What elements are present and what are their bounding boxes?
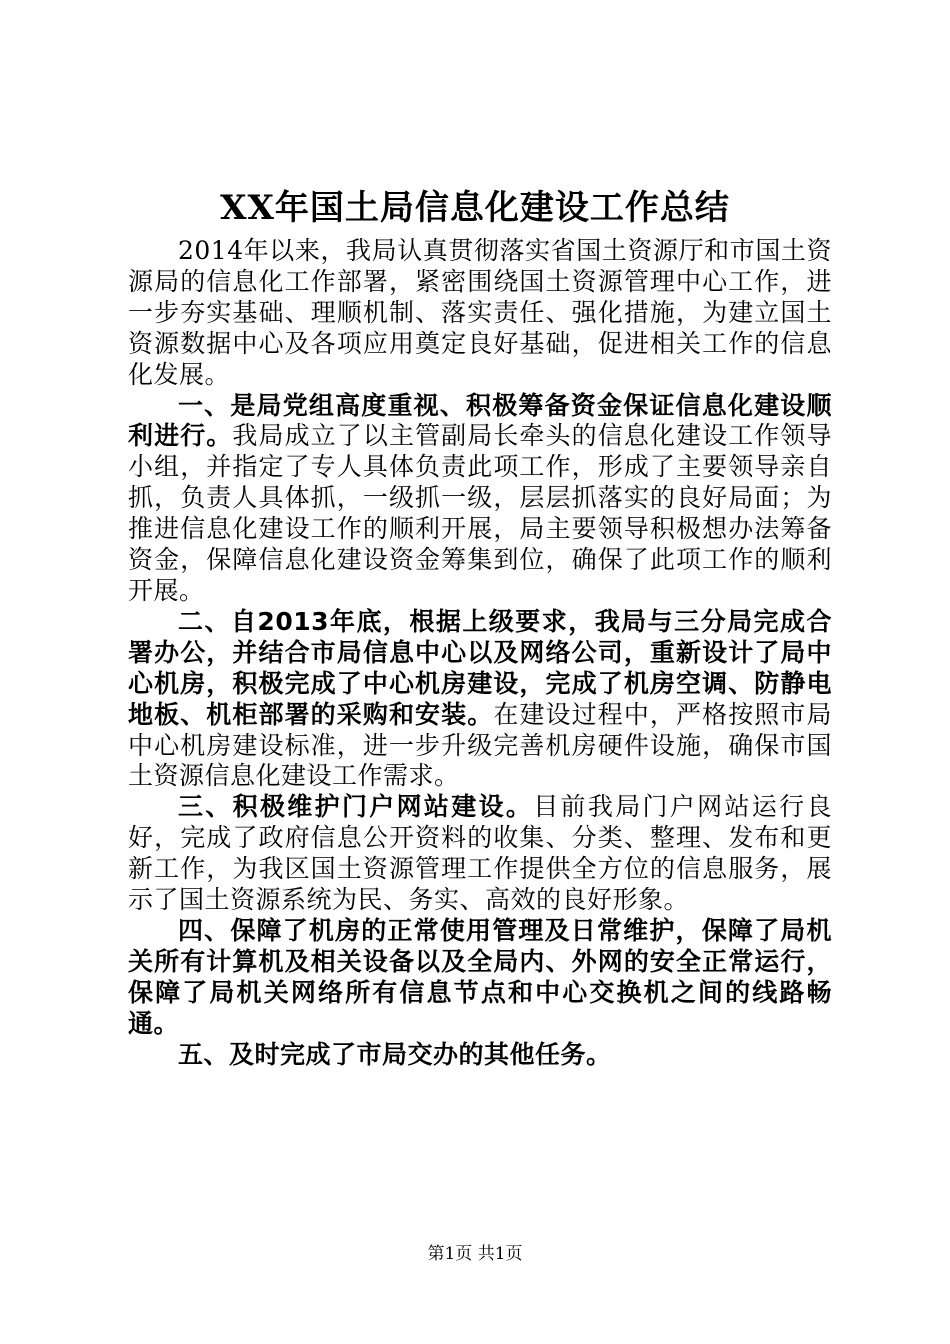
section-5-heading: 五、及时完成了市局交办的其他任务。 [178, 1039, 612, 1069]
section-1-text: 我局成立了以主管副局长牵头的信息化建设工作领导小组，并指定了专人具体负责此项工作，形成了主要领导亲自抓，负责人具体抓，一级抓一级，层层抓落实的良好局面；为推进信息化建设工作的顺利开展，局主要领导积极想办法筹备资金，保障信息化建设资金筹集到位，确保了此项工作的顺利开展。 [128, 421, 832, 605]
section-3-paragraph [128, 792, 832, 916]
section-1-heading: 一、是局党组高度重视、积极筹备资金保证信息化建设顺利进行。 [128, 390, 832, 451]
section-3-text: 目前我局门户网站运行良好，完成了政府信息公开资料的收集、分类、整理、发布和更新工作，为我区国土资源管理工作提供全方位的信息服务，展示了国土资源系统为民、务实、高效的良好形象。 [128, 792, 832, 915]
section-2-heading: 二、自2013年底，根据上级要求，我局与三分局完成合署办公，并结合市局信息中心以及网络公司，重新设计了局中心机房，积极完成了中心机房建设，完成了机房空调、防静电地板、机柜部署的采购和安装。 [128, 606, 832, 729]
section-2-paragraph [128, 607, 832, 792]
section-4-paragraph [128, 916, 832, 1040]
section-3-heading: 三、积极维护门户网站建设。 [178, 792, 534, 822]
intro-paragraph: 2014年以来，我局认真贯彻落实省国土资源厅和市国土资源局的信息化工作部署，紧密围绕国土资源管理中心工作，进一步夯实基础、理顺机制、落实责任、强化措施，为建立国土资源数据中心及各项应用奠定良好基础，促进相关工作的信息化发展。 [128, 236, 832, 389]
section-1-paragraph [128, 391, 832, 607]
page-footer: 第1页 共1页 [427, 1244, 523, 1264]
section-4-heading: 四、保障了机房的正常使用管理及日常维护，保障了局机关所有计算机及相关设备以及全局内、外网的安全正常运行，保障了局机关网络所有信息节点和中心交换机之间的线路畅通。 [128, 915, 832, 1038]
document-body [128, 236, 832, 1070]
section-2-text: 在建设过程中，严格按照市局中心机房建设标准，进一步升级完善机房硬件设施，确保市国土资源信息化建设工作需求。 [128, 699, 832, 791]
section-5-paragraph [128, 1040, 832, 1071]
document-title: XX年国土局信息化建设工作总结 [220, 188, 730, 228]
